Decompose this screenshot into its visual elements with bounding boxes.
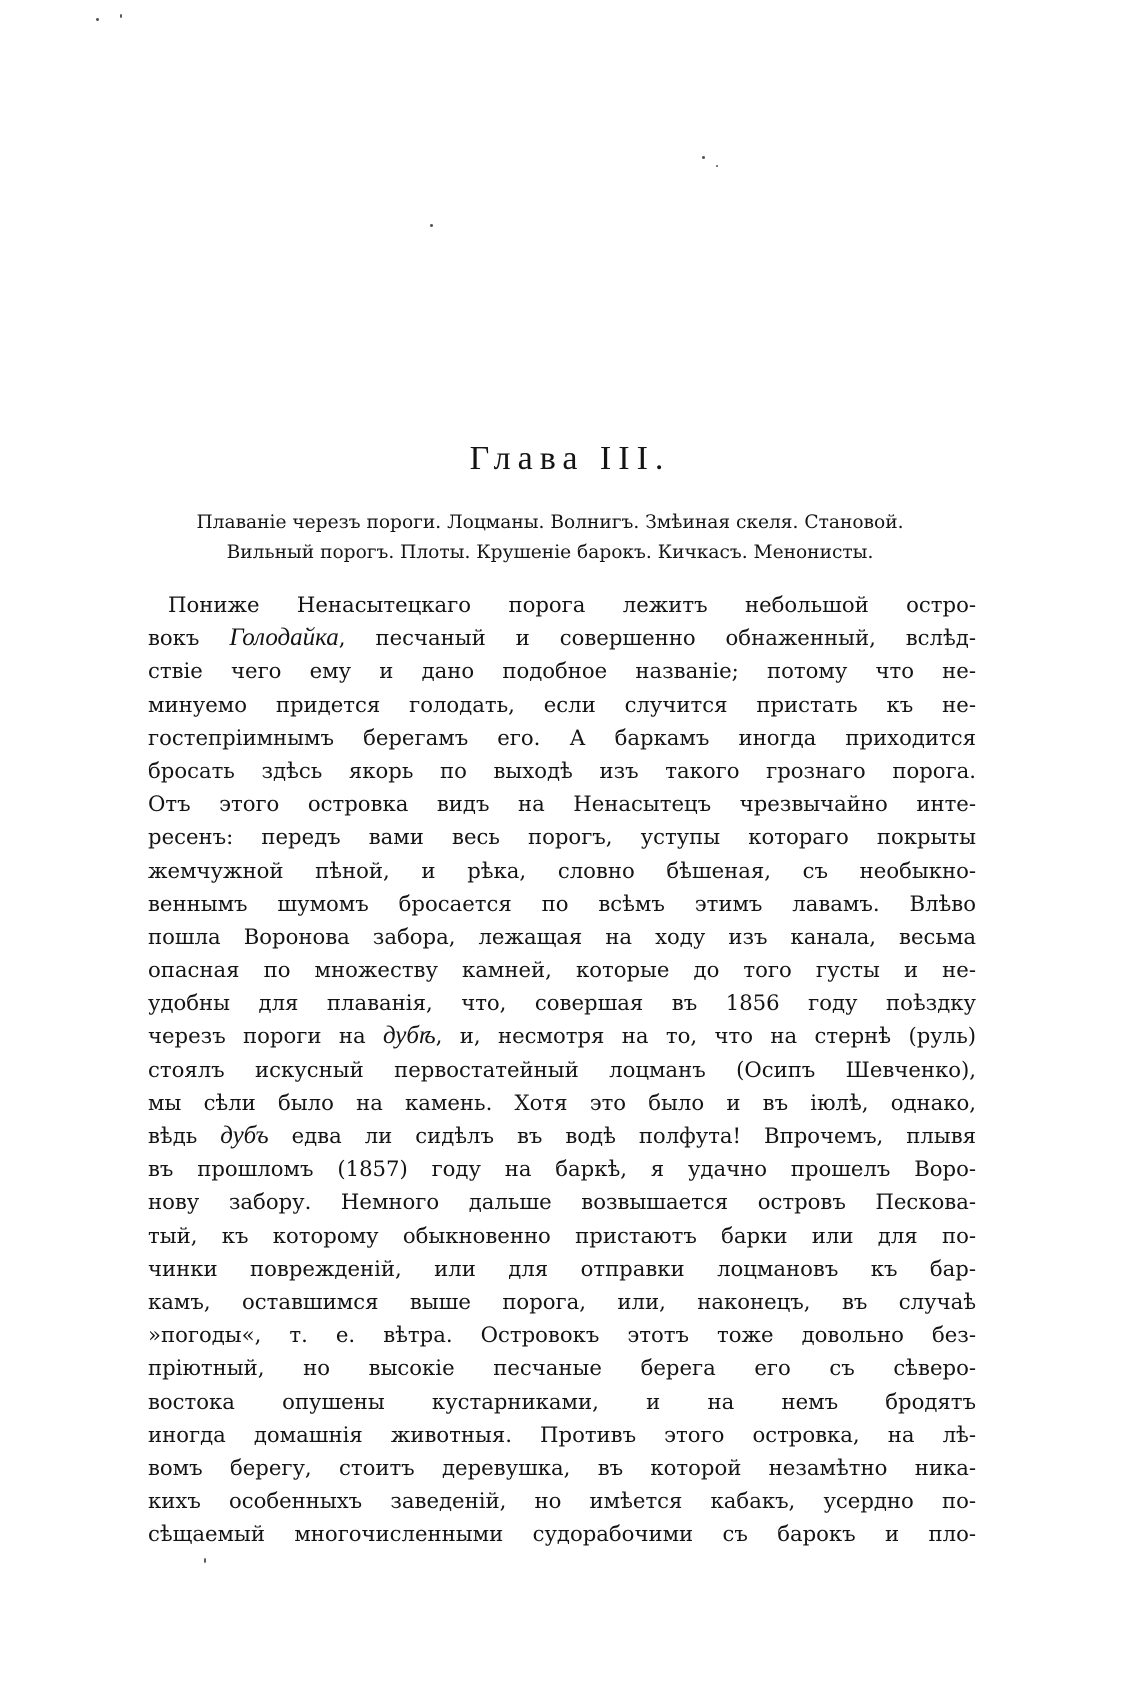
chapter-summary xyxy=(120,508,980,568)
body-line: минуемо придется голодать, если случится пристать къ не- xyxy=(148,691,976,717)
body-line: камъ, оставшимся выше порога, или, наконецъ, въ случаѣ xyxy=(148,1288,976,1314)
summary-line: Вильный порогъ. Плоты. Крушеніе барокъ. Кичкасъ. Менонисты. xyxy=(226,542,874,563)
body-line: пошла Воронова забора, лежащая на ходу изъ канала, весьма xyxy=(148,923,976,949)
body-line: мы сѣли было на камень. Хотя это было и въ іюлѣ, однако, xyxy=(148,1089,976,1115)
body-line: черезъ пороги на дубѣ, и, несмотря на то, что на стернѣ (руль) xyxy=(148,1022,977,1050)
body-line: удобны для плаванія, что, совершая въ 1856 году поѣздку xyxy=(148,990,976,1016)
body-line: вокъ Голодайка, песчаный и совершенно обнаженный, вслѣд- xyxy=(148,624,976,652)
italic-term: дубѣ xyxy=(382,1022,436,1050)
body-text xyxy=(148,588,976,1550)
body-line: веннымъ шумомъ бросается по всѣмъ этимъ лавамъ. Влѣво xyxy=(148,890,976,916)
body-line: Пониже Ненасытецкаго порога лежитъ небольшой остро- xyxy=(168,592,976,617)
body-line: иногда домашнія животныя. Противъ этого островка, на лѣ- xyxy=(148,1421,976,1447)
chapter-title: Глава III. xyxy=(469,440,671,477)
scan-speck xyxy=(702,156,705,159)
body-line: гостепріимнымъ берегамъ его. А баркамъ иногда приходится xyxy=(148,724,976,750)
body-line: тый, къ которому обыкновенно пристаютъ барки или для по- xyxy=(148,1222,976,1248)
italic-term: дубъ xyxy=(220,1122,269,1149)
body-line: Отъ этого островка видъ на Ненасытецъ чрезвычайно инте- xyxy=(148,791,976,817)
summary-line: Плаваніе черезъ пороги. Лоцманы. Волнигъ. Змѣиная скеля. Становой. xyxy=(196,512,904,533)
body-line: стоялъ искусный первостатейный лоцманъ (Осипъ Шевченко), xyxy=(148,1056,976,1082)
body-line: чинки поврежденій, или для отправки лоцмановъ къ бар- xyxy=(148,1255,976,1281)
body-line: востока опушены кустарниками, и на немъ бродятъ xyxy=(148,1388,976,1414)
body-line: жемчужной пѣной, и рѣка, словно бѣшеная, съ необыкно- xyxy=(148,857,976,883)
body-line: въ прошломъ (1857) году на баркѣ, я удачно прошелъ Воро- xyxy=(148,1156,976,1182)
body-line: ресенъ: передъ вами весь порогъ, уступы котораго покрыты xyxy=(148,824,976,850)
scan-speck xyxy=(96,18,99,21)
body-line: »погоды«, т. е. вѣтра. Островокъ этотъ тоже довольно без- xyxy=(148,1322,976,1348)
body-line: опасная по множеству камней, которые до того густы и не- xyxy=(148,957,976,983)
scan-speck xyxy=(716,165,718,167)
body-line: ствіе чего ему и дано подобное названіе; потому что не- xyxy=(148,658,976,684)
scan-speck xyxy=(204,1558,206,1563)
body-line: вомъ берегу, стоитъ деревушка, въ которой незамѣтно ника- xyxy=(148,1454,976,1480)
body-line: бросать здѣсь якорь по выходѣ изъ такого грознаго порога. xyxy=(148,757,976,783)
body-line: сѣщаемый многочисленными судорабочими съ барокъ и пло- xyxy=(148,1521,976,1547)
body-line: пріютный, но высокіе песчаные берега его съ сѣверо- xyxy=(148,1355,976,1381)
body-line: нову забору. Немного дальше возвышается островъ Пескова- xyxy=(148,1189,976,1215)
body-line: вѣдь дубъ едва ли сидѣлъ въ водѣ полфута! Впрочемъ, плывя xyxy=(148,1122,976,1149)
scan-speck xyxy=(430,224,433,227)
italic-term: Голодайка xyxy=(229,624,339,652)
body-line: кихъ особенныхъ заведеній, но имѣется кабакъ, усердно по- xyxy=(148,1488,976,1514)
scan-speck xyxy=(120,14,122,18)
